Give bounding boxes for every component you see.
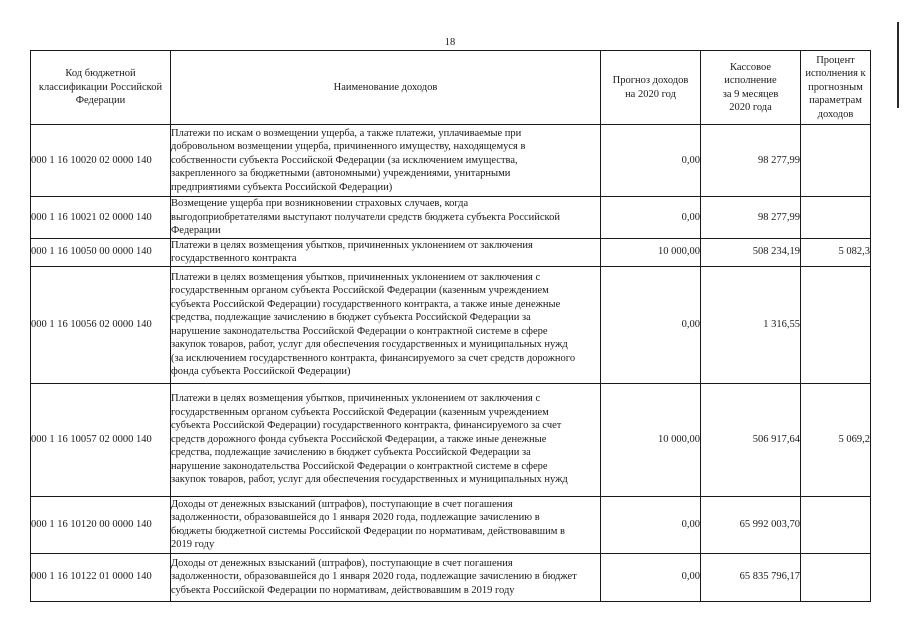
budget-revenue-table (30, 50, 871, 602)
header-line: параметрам (809, 95, 862, 107)
header-line: исполнения к (805, 68, 866, 80)
revenue-name-cell (171, 266, 601, 383)
revenue-name-line: Доходы от денежных взысканий (штрафов), поступающие в счет погашения (171, 498, 513, 510)
percent-cell (801, 197, 871, 239)
budget-code-cell: 000 1 16 10120 00 0000 140 (31, 496, 171, 553)
executed-cell: 65 992 003,70 (701, 496, 801, 553)
revenue-name-line: задолженности, образовавшейся до 1 января 2020 года, подлежащие зачислению в (171, 512, 540, 523)
revenue-name-cell (171, 496, 601, 553)
revenue-name-cell (171, 125, 601, 197)
revenue-name-line: закупок товаров, работ, услуг для обеспечения государственных и муниципальных нужд (171, 339, 568, 350)
revenue-name-line: средства, подлежащие зачислению в бюджет субъекта Российской Федерации за (171, 447, 531, 459)
revenue-name-line: собственности субъекта Российской Федерации (за исключением имущества, (171, 154, 518, 166)
revenue-name-line: нарушение законодательства Российской Федерации о контрактной системе в сфере (171, 460, 548, 472)
budget-code-cell: 000 1 16 10021 02 0000 140 (31, 197, 171, 239)
forecast-cell: 10 000,00 (601, 238, 701, 266)
revenue-name-line: субъекта Российской Федерации по нормативам, действовавшим в 2019 году (171, 584, 515, 596)
table-row (31, 125, 871, 197)
percent-column-header (801, 51, 871, 125)
header-line: прогнозным (808, 81, 863, 93)
table-row (31, 266, 871, 383)
revenue-name-line: государственным органом субъекта Российской Федерации (казенным учреждением (171, 285, 549, 296)
code-column-header (31, 51, 171, 125)
revenue-name-line: субъекта Российской Федерации) государственного контракта, финансируемого за счет (171, 420, 562, 432)
percent-cell (801, 125, 871, 197)
revenue-name-cell (171, 553, 601, 601)
executed-column-header (701, 51, 801, 125)
header-line: 2020 года (729, 102, 772, 113)
forecast-cell: 10 000,00 (601, 383, 701, 496)
header-line: Процент (816, 54, 855, 66)
header-line: Прогноз доходов (612, 75, 689, 86)
forecast-cell: 0,00 (601, 553, 701, 601)
header-line: классификации Российской (38, 81, 163, 93)
header-line: на 2020 год (625, 88, 676, 100)
table-header-row (31, 51, 871, 125)
forecast-cell: 0,00 (601, 266, 701, 383)
header-line: Наименование доходов (333, 81, 438, 93)
page-number: 18 (444, 37, 456, 48)
name-column-header (171, 51, 601, 125)
percent-cell: 5 069,2 (801, 383, 871, 496)
executed-cell: 506 917,64 (701, 383, 801, 496)
executed-cell: 98 277,99 (701, 125, 801, 197)
revenue-name-line: государственного контракта (171, 253, 297, 264)
header-line: Федерации (75, 95, 126, 107)
header-line: Кассовое (729, 61, 772, 73)
revenue-name-line: Платежи в целях возмещения убытков, причиненных уклонением от заключения с (171, 393, 541, 405)
executed-cell: 508 234,19 (701, 238, 801, 266)
budget-code-cell: 000 1 16 10057 02 0000 140 (31, 383, 171, 496)
revenue-name-line: Платежи по искам о возмещении ущерба, а также платежи, уплачиваемые при (171, 127, 522, 139)
percent-cell (801, 266, 871, 383)
revenue-name-cell (171, 383, 601, 496)
forecast-cell: 0,00 (601, 496, 701, 553)
revenue-name-line: средства, подлежащие зачислению в бюджет субъекта Российской Федерации за (171, 312, 531, 323)
percent-cell: 5 082,3 (801, 238, 871, 266)
table-row (31, 496, 871, 553)
revenue-name-line: Возмещение ущерба при возникновении страховых случаев, когда (171, 198, 469, 209)
budget-code-cell: 000 1 16 10020 02 0000 140 (31, 125, 171, 197)
header-line: Код бюджетной (65, 68, 136, 80)
revenue-name-line: задолженности, образовавшейся до 1 января 2020 года, подлежащие зачислению в бюджет (171, 571, 577, 583)
table-row (31, 553, 871, 601)
header-line: доходов (817, 108, 854, 120)
revenue-name-line: субъекта Российской Федерации) государственного контракта, а также иные денежные (171, 298, 561, 310)
scan-edge-line (897, 22, 899, 108)
budget-code-cell: 000 1 16 10056 02 0000 140 (31, 266, 171, 383)
budget-code-cell: 000 1 16 10050 00 0000 140 (31, 238, 171, 266)
revenue-name-line: закупок товаров, работ, услуг для обеспечения государственных и муниципальных нужд (171, 474, 568, 486)
executed-cell: 65 835 796,17 (701, 553, 801, 601)
executed-cell: 98 277,99 (701, 197, 801, 239)
forecast-cell: 0,00 (601, 197, 701, 239)
revenue-name-cell (171, 238, 601, 266)
revenue-name-line: (за исключением государственного контракта, финансируемого за счет средств дорожного (171, 352, 576, 364)
table-header (31, 51, 871, 125)
revenue-name-line: средств дорожного фонда субъекта Российской Федерации, а также иные денежные (171, 433, 547, 445)
forecast-column-header (601, 51, 701, 125)
revenue-name-line: бюджеты бюджетной системы Российской Федерации по нормативам, действовавшим в (171, 525, 565, 537)
revenue-name-line: государственным органом субъекта Российской Федерации (казенным учреждением (171, 406, 549, 418)
revenue-name-line: Платежи в целях возмещения убытков, причиненных уклонением от заключения с (171, 271, 541, 283)
revenue-name-line: закрепленного за бюджетными (автономными) учреждениями, унитарными (171, 168, 511, 180)
revenue-name-line: Платежи в целях возмещения убытков, причиненных уклонением от заключения (171, 239, 533, 251)
forecast-cell: 0,00 (601, 125, 701, 197)
revenue-name-line: выгодоприобретателями выступают получатели средств бюджета субъекта Российской (171, 211, 560, 223)
percent-cell (801, 496, 871, 553)
table-row (31, 197, 871, 239)
revenue-name-line: фонда субъекта Российской Федерации) (171, 366, 351, 377)
percent-cell (801, 553, 871, 601)
table-body (31, 125, 871, 602)
revenue-name-line: Федерации (171, 225, 221, 236)
budget-code-cell: 000 1 16 10122 01 0000 140 (31, 553, 171, 601)
revenue-name-line: предприятиями субъекта Российской Федерации) (171, 181, 393, 193)
revenue-name-line: нарушение законодательства Российской Федерации о контрактной системе в сфере (171, 325, 548, 337)
revenue-name-cell (171, 197, 601, 239)
header-line: за 9 месяцев (722, 88, 779, 100)
revenue-name-line: Доходы от денежных взысканий (штрафов), поступающие в счет погашения (171, 557, 513, 569)
table-row (31, 238, 871, 266)
revenue-name-line: 2019 году (171, 539, 215, 550)
table-row (31, 383, 871, 496)
executed-cell: 1 316,55 (701, 266, 801, 383)
revenue-name-line: добровольном возмещении ущерба, причиненного имуществу, находящемуся в (171, 141, 526, 153)
header-line: исполнение (724, 75, 777, 86)
